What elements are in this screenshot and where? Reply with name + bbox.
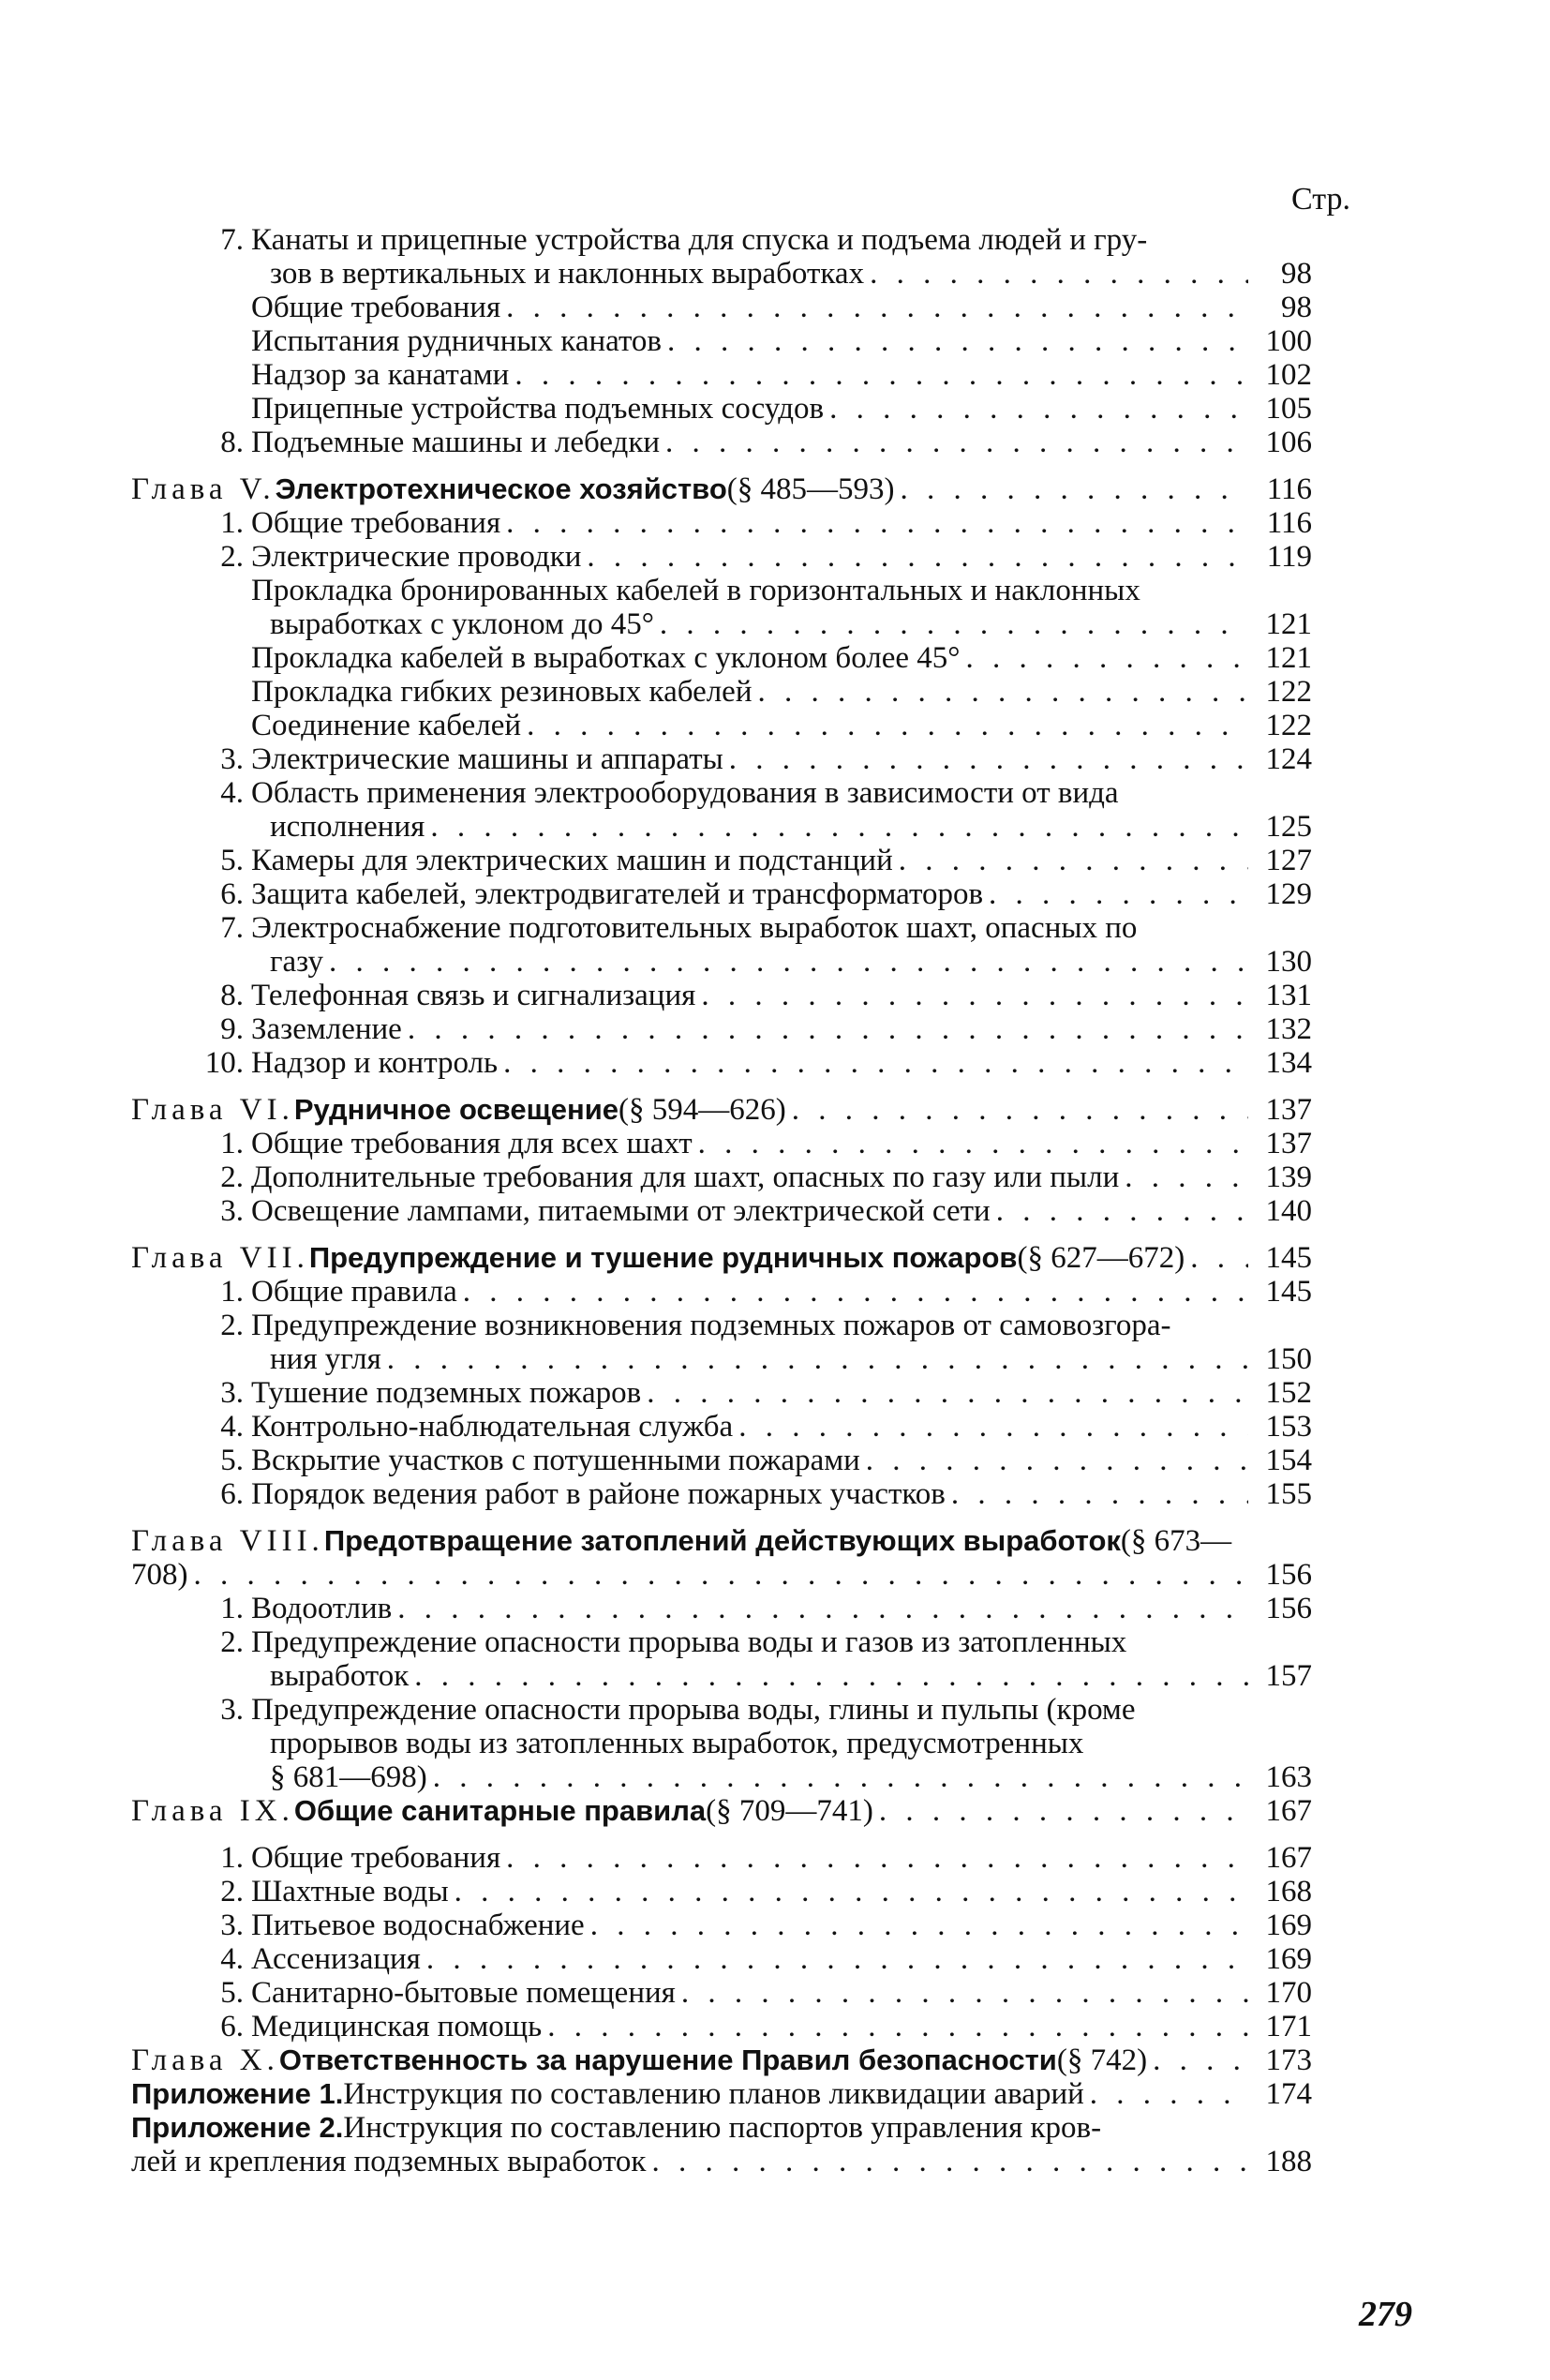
- page-ref: 168: [1265, 1875, 1312, 1908]
- toc-line: [131, 2010, 1312, 2043]
- page-ref: 137: [1265, 1093, 1312, 1127]
- dot-leader: [503, 1046, 1248, 1080]
- entry-text: Контрольно-наблюдательная служба: [251, 1410, 734, 1444]
- chapter-range: (§ 627—672): [1017, 1241, 1185, 1275]
- page-ref: 188: [1265, 2145, 1312, 2178]
- dot-leader: [430, 810, 1248, 844]
- toc-entry: [131, 1309, 1312, 1376]
- page-ref: 106: [1265, 426, 1312, 459]
- chapter-range: (§ 594—626): [619, 1093, 786, 1127]
- entry-text: Заземление: [251, 1012, 402, 1046]
- dot-leader: [506, 506, 1248, 540]
- page-ref: 139: [1265, 1160, 1312, 1194]
- toc-line: [131, 1841, 1312, 1875]
- toc-line: [131, 1410, 1312, 1444]
- toc-entry: [131, 2077, 1312, 2111]
- entry-text: Область применения электрооборудования в зависимости от вида: [251, 776, 1119, 810]
- item-number: 6.: [220, 2010, 244, 2043]
- item-number: 1.: [220, 1841, 244, 1875]
- toc-line: [131, 324, 1312, 358]
- toc-entry: [131, 1841, 1312, 1875]
- page-ref: 170: [1265, 1976, 1312, 2010]
- toc-entry: [131, 291, 1312, 324]
- dot-leader: [729, 742, 1248, 776]
- item-number: 7.: [220, 223, 244, 257]
- entry-text: Подъемные машины и лебедки: [251, 426, 661, 459]
- chapter-range: 708): [131, 1558, 188, 1592]
- entry-text: Вскрытие участков с потушенными пожарами: [251, 1444, 860, 1477]
- page-ref: 132: [1265, 1012, 1312, 1046]
- toc-entry: [131, 1046, 1312, 1080]
- dot-leader: [758, 675, 1249, 709]
- entry-text: Общие требования: [251, 1841, 501, 1875]
- toc-entry: [131, 1275, 1312, 1309]
- dot-leader: [866, 1444, 1248, 1477]
- toc-line: [131, 979, 1312, 1012]
- page-ref: 116: [1266, 506, 1312, 540]
- toc-entry: [131, 1241, 1312, 1275]
- toc-entry: [131, 1794, 1312, 1828]
- toc-entry: [131, 1410, 1312, 1444]
- toc-line: [131, 223, 1312, 257]
- entry-text: Надзор и контроль: [251, 1046, 499, 1080]
- dot-leader: [1190, 1241, 1248, 1275]
- item-number: 2.: [220, 1309, 244, 1342]
- entry-text: Надзор за канатами: [251, 358, 510, 392]
- toc-line: [131, 1160, 1312, 1194]
- entry-text: Водоотлив: [251, 1592, 393, 1625]
- entry-text: Испытания рудничных канатов: [251, 324, 663, 358]
- dot-leader: [455, 1875, 1248, 1908]
- dot-leader: [587, 540, 1248, 574]
- dot-leader: [433, 1760, 1248, 1794]
- toc-line: [131, 709, 1312, 742]
- dot-leader: [506, 291, 1248, 324]
- page-ref: 131: [1265, 979, 1312, 1012]
- toc-entry: [131, 1444, 1312, 1477]
- page-ref: 100: [1265, 324, 1312, 358]
- toc-line: [131, 1046, 1312, 1080]
- toc-entry: [131, 1693, 1312, 1794]
- entry-text: Инструкция по составлению паспортов управления кров-: [343, 2111, 1102, 2145]
- toc-entry: [131, 1976, 1312, 2010]
- dot-leader: [514, 358, 1248, 392]
- dot-leader: [397, 1592, 1248, 1625]
- toc-line: [131, 945, 1312, 979]
- item-number: 8.: [220, 979, 244, 1012]
- entry-text: Ассенизация: [251, 1942, 421, 1976]
- item-number: 2.: [220, 540, 244, 574]
- page-ref: 137: [1265, 1127, 1312, 1160]
- page-ref: 121: [1265, 607, 1312, 641]
- toc-line: [131, 844, 1312, 877]
- item-number: 7.: [220, 911, 244, 945]
- item-number: 5.: [220, 844, 244, 877]
- dot-leader: [408, 1012, 1248, 1046]
- item-number: 6.: [220, 877, 244, 911]
- toc-entry: [131, 506, 1312, 540]
- dot-leader: [681, 1976, 1248, 2010]
- toc-line: [131, 1942, 1312, 1976]
- toc-entry: [131, 1592, 1312, 1625]
- toc-entry: [131, 574, 1312, 641]
- page-ref: 156: [1265, 1592, 1312, 1625]
- dot-leader: [1153, 2043, 1248, 2077]
- page-ref: 153: [1265, 1410, 1312, 1444]
- page-ref: 173: [1265, 2043, 1312, 2077]
- item-number: 10.: [204, 1046, 244, 1080]
- entry-text: Общие требования: [251, 291, 501, 324]
- toc-entry: [131, 1942, 1312, 1976]
- chapter-label: Глава V.: [131, 472, 276, 506]
- page-ref: 125: [1265, 810, 1312, 844]
- page-ref: 134: [1265, 1046, 1312, 1080]
- page-ref: 169: [1265, 1908, 1312, 1942]
- item-number: 6.: [220, 1477, 244, 1511]
- entry-text: Прокладка кабелей в выработках с уклоном более 45°: [251, 641, 961, 675]
- entry-text: Общие требования: [251, 506, 501, 540]
- page-ref: 98: [1281, 291, 1312, 324]
- item-number: 1.: [220, 1592, 244, 1625]
- entry-text: Предупреждение опасности прорыва воды и газов из затопленных: [251, 1625, 1127, 1659]
- page-ref: 127: [1265, 844, 1312, 877]
- item-number: 1.: [220, 1275, 244, 1309]
- item-number: 8.: [220, 426, 244, 459]
- page-ref: 163: [1265, 1760, 1312, 1794]
- appendix-label: Приложение 1.: [131, 2077, 344, 2110]
- toc-line: [131, 810, 1312, 844]
- dot-leader: [547, 2010, 1248, 2043]
- toc-entry: [131, 1524, 1312, 1592]
- toc-line: [131, 877, 1312, 911]
- toc-entry: [131, 641, 1312, 675]
- toc-entry: [131, 426, 1312, 459]
- toc-line: [131, 2077, 1312, 2111]
- toc-line: [131, 1477, 1312, 1511]
- toc-line: [131, 574, 1312, 607]
- page-ref: 119: [1266, 540, 1312, 574]
- item-number: 3.: [220, 742, 244, 776]
- entry-text: Санитарно-бытовые помещения: [251, 1976, 676, 2010]
- entry-text: Прицепные устройства подъемных сосудов: [251, 392, 825, 426]
- toc-line: [131, 1524, 1312, 1558]
- item-number: 4.: [220, 1410, 244, 1444]
- table-of-contents: [131, 223, 1312, 2178]
- toc-line: [131, 2145, 1312, 2178]
- page-ref: 167: [1265, 1794, 1312, 1828]
- toc-line: [131, 1875, 1312, 1908]
- dot-leader: [996, 1194, 1248, 1228]
- dot-leader: [901, 472, 1249, 506]
- toc-line: [131, 1241, 1312, 1275]
- entry-text: Электрические проводки: [251, 540, 582, 574]
- toc-line: [131, 607, 1312, 641]
- dot-leader: [951, 1477, 1248, 1511]
- page-ref: 171: [1265, 2010, 1312, 2043]
- item-number: 4.: [220, 1942, 244, 1976]
- toc-line: [131, 1444, 1312, 1477]
- toc-entry: [131, 358, 1312, 392]
- entry-text: Электроснабжение подготовительных выработок шахт, опасных по: [251, 911, 1138, 945]
- toc-line: [131, 1376, 1312, 1410]
- toc-entry: [131, 2043, 1312, 2077]
- toc-entry: [131, 392, 1312, 426]
- dot-leader: [899, 844, 1248, 877]
- chapter-label: Глава VIII.: [131, 1524, 324, 1558]
- toc-entry: [131, 742, 1312, 776]
- page-ref: 130: [1265, 945, 1312, 979]
- toc-line: [131, 1342, 1312, 1376]
- dot-leader: [879, 1794, 1248, 1828]
- toc-entry: [131, 1012, 1312, 1046]
- toc-entry: [131, 844, 1312, 877]
- toc-line: [131, 472, 1312, 506]
- dot-leader: [506, 1841, 1248, 1875]
- chapter-label: Глава IX.: [131, 1794, 294, 1828]
- toc-entry: [131, 1908, 1312, 1942]
- entry-text: исполнения: [270, 810, 425, 844]
- toc-entry: [131, 540, 1312, 574]
- entry-text: Инструкция по составлению планов ликвидации аварий: [343, 2077, 1084, 2111]
- item-number: 5.: [220, 1444, 244, 1477]
- entry-text: Порядок ведения работ в районе пожарных участков: [251, 1477, 946, 1511]
- toc-entry: [131, 1477, 1312, 1511]
- chapter-label: Глава VII.: [131, 1241, 309, 1275]
- page-column-label: Стр.: [1291, 182, 1351, 217]
- entry-text: Защита кабелей, электродвигателей и трансформаторов: [251, 877, 984, 911]
- chapter-range: (§ 742): [1056, 2043, 1148, 2077]
- toc-line: [131, 1625, 1312, 1659]
- page-ref: 122: [1265, 675, 1312, 709]
- toc-line: [131, 1275, 1312, 1309]
- entry-text: Электрические машины и аппараты: [251, 742, 723, 776]
- toc-line: [131, 1659, 1312, 1693]
- page-ref: 116: [1266, 472, 1312, 506]
- entry-text: Тушение подземных пожаров: [251, 1376, 642, 1410]
- toc-line: [131, 1592, 1312, 1625]
- dot-leader: [194, 1558, 1249, 1592]
- toc-entry: [131, 1875, 1312, 1908]
- dot-leader: [965, 641, 1248, 675]
- page-ref: 157: [1265, 1659, 1312, 1693]
- toc-line: [131, 1012, 1312, 1046]
- toc-line: [131, 641, 1312, 675]
- entry-text: выработках с уклоном до 45°: [270, 607, 654, 641]
- item-number: 1.: [220, 1127, 244, 1160]
- entry-text: Прокладка бронированных кабелей в горизонтальных и наклонных: [251, 574, 1140, 607]
- toc-line: [131, 1908, 1312, 1942]
- toc-line: [131, 1093, 1312, 1127]
- entry-text: Общие требования для всех шахт: [251, 1127, 693, 1160]
- chapter-title: Предотвращение затоплений действующих выработок: [323, 1524, 1121, 1557]
- toc-line: [131, 1693, 1312, 1727]
- dot-leader: [329, 945, 1248, 979]
- toc-line: [131, 506, 1312, 540]
- dot-leader: [870, 257, 1248, 291]
- entry-text: ния угля: [270, 1342, 381, 1376]
- dot-leader: [651, 2145, 1248, 2178]
- toc-entry: [131, 911, 1312, 979]
- item-number: 1.: [220, 506, 244, 540]
- dot-leader: [1125, 1160, 1248, 1194]
- chapter-title: Общие санитарные правила: [293, 1794, 707, 1827]
- toc-line: [131, 257, 1312, 291]
- appendix-label: Приложение 2.: [131, 2111, 344, 2144]
- dot-leader: [792, 1093, 1248, 1127]
- page-ref: 105: [1265, 392, 1312, 426]
- page-ref: 169: [1265, 1942, 1312, 1976]
- toc-entry: [131, 1160, 1312, 1194]
- toc-line: [131, 1976, 1312, 2010]
- toc-line: [131, 1309, 1312, 1342]
- entry-text: Медицинская помощь: [251, 2010, 543, 2043]
- entry-text: Предупреждение возникновения подземных пожаров от самовозгора-: [251, 1309, 1171, 1342]
- page-number: 279: [1359, 2295, 1412, 2334]
- dot-leader: [989, 877, 1248, 911]
- page-ref: 152: [1265, 1376, 1312, 1410]
- toc-line: [131, 911, 1312, 945]
- item-number: 3.: [220, 1693, 244, 1727]
- page-ref: 102: [1265, 358, 1312, 392]
- dot-leader: [701, 979, 1248, 1012]
- entry-text: Соединение кабелей: [251, 709, 522, 742]
- page-ref: 156: [1265, 1558, 1312, 1592]
- dot-leader: [647, 1376, 1248, 1410]
- toc-entry: [131, 2010, 1312, 2043]
- item-number: 9.: [220, 1012, 244, 1046]
- item-number: 3.: [220, 1194, 244, 1228]
- item-number: 5.: [220, 1976, 244, 2010]
- page-ref: 121: [1265, 641, 1312, 675]
- page-ref: 167: [1265, 1841, 1312, 1875]
- toc-line: [131, 1194, 1312, 1228]
- item-number: 3.: [220, 1376, 244, 1410]
- dot-leader: [698, 1127, 1248, 1160]
- toc-line: [131, 776, 1312, 810]
- toc-entry: [131, 472, 1312, 506]
- dot-leader: [1090, 2077, 1248, 2111]
- dot-leader: [426, 1942, 1248, 1976]
- chapter-title: Рудничное освещение: [293, 1093, 619, 1126]
- page-ref: 124: [1265, 742, 1312, 776]
- toc-line: [131, 358, 1312, 392]
- dot-leader: [738, 1410, 1248, 1444]
- toc-line: [131, 675, 1312, 709]
- entry-text: Общие правила: [251, 1275, 457, 1309]
- dot-leader: [660, 607, 1248, 641]
- entry-text: лей и крепления подземных выработок: [131, 2145, 647, 2178]
- dot-leader: [463, 1275, 1248, 1309]
- page-ref: 155: [1265, 1477, 1312, 1511]
- toc-entry: [131, 979, 1312, 1012]
- item-number: 2.: [220, 1875, 244, 1908]
- entry-text: § 681—698): [270, 1760, 427, 1794]
- toc-entry: [131, 2111, 1312, 2178]
- toc-line: [131, 540, 1312, 574]
- entry-text: Предупреждение опасности прорыва воды, глины и пульпы (кроме: [251, 1693, 1136, 1727]
- chapter-title: Ответственность за нарушение Правил безопасности: [278, 2043, 1057, 2076]
- toc-entry: [131, 1376, 1312, 1410]
- page-ref: 154: [1265, 1444, 1312, 1477]
- dot-leader: [414, 1659, 1248, 1693]
- toc-line: [131, 1794, 1312, 1828]
- toc-line: [131, 2111, 1312, 2145]
- chapter-title: Электротехническое хозяйство: [275, 472, 727, 505]
- entry-text: выработок: [270, 1659, 410, 1693]
- toc-entry: [131, 877, 1312, 911]
- page-ref: 140: [1265, 1194, 1312, 1228]
- page-ref: 98: [1281, 257, 1312, 291]
- toc-entry: [131, 709, 1312, 742]
- entry-text: Прокладка гибких резиновых кабелей: [251, 675, 753, 709]
- dot-leader: [387, 1342, 1248, 1376]
- page-ref: 145: [1265, 1241, 1312, 1275]
- toc-entry: [131, 675, 1312, 709]
- toc-entry: [131, 324, 1312, 358]
- page-ref: 122: [1265, 709, 1312, 742]
- chapter-range: (§ 673—: [1120, 1524, 1232, 1558]
- chapter-title: Предупреждение и тушение рудничных пожаров: [308, 1241, 1018, 1274]
- toc-line: [131, 291, 1312, 324]
- toc-entry: [131, 776, 1312, 844]
- toc-line: [131, 426, 1312, 459]
- item-number: 2.: [220, 1625, 244, 1659]
- entry-text: Канаты и прицепные устройства для спуска и подъема людей и гру-: [251, 223, 1148, 257]
- chapter-range: (§ 709—741): [706, 1794, 873, 1828]
- toc-entry: [131, 1093, 1312, 1127]
- chapter-range: (§ 485—593): [726, 472, 895, 506]
- chapter-label: Глава VI.: [131, 1093, 294, 1127]
- entry-text: Шахтные воды: [251, 1875, 449, 1908]
- toc-entry: [131, 1194, 1312, 1228]
- page-ref: 150: [1265, 1342, 1312, 1376]
- page-ref: 129: [1265, 877, 1312, 911]
- entry-text: Камеры для электрических машин и подстанций: [251, 844, 893, 877]
- entry-text: зов в вертикальных и наклонных выработках: [270, 257, 865, 291]
- toc-entry: [131, 1127, 1312, 1160]
- entry-text: Телефонная связь и сигнализация: [251, 979, 696, 1012]
- page-ref: 145: [1265, 1275, 1312, 1309]
- dot-leader: [829, 392, 1248, 426]
- chapter-label: Глава X.: [131, 2043, 279, 2077]
- dot-leader: [527, 709, 1248, 742]
- dot-leader: [665, 426, 1248, 459]
- toc-line: [131, 742, 1312, 776]
- entry-text: Дополнительные требования для шахт, опасных по газу или пыли: [251, 1160, 1120, 1194]
- toc-line: [131, 1127, 1312, 1160]
- item-number: 2.: [220, 1160, 244, 1194]
- entry-text: Освещение лампами, питаемыми от электрической сети: [251, 1194, 991, 1228]
- toc-entry: [131, 223, 1312, 291]
- page-ref: 174: [1265, 2077, 1312, 2111]
- item-number: 4.: [220, 776, 244, 810]
- toc-line: [131, 1760, 1312, 1794]
- entry-text: газу: [270, 945, 324, 979]
- dot-leader: [590, 1908, 1248, 1942]
- item-number: 3.: [220, 1908, 244, 1942]
- toc-line: [131, 2043, 1312, 2077]
- dot-leader: [667, 324, 1248, 358]
- toc-line: [131, 392, 1312, 426]
- toc-entry: [131, 1625, 1312, 1693]
- toc-line: [131, 1558, 1312, 1592]
- entry-text: Питьевое водоснабжение: [251, 1908, 585, 1942]
- toc-line: [131, 1727, 1312, 1760]
- entry-text: прорывов воды из затопленных выработок, предусмотренных: [270, 1727, 1084, 1760]
